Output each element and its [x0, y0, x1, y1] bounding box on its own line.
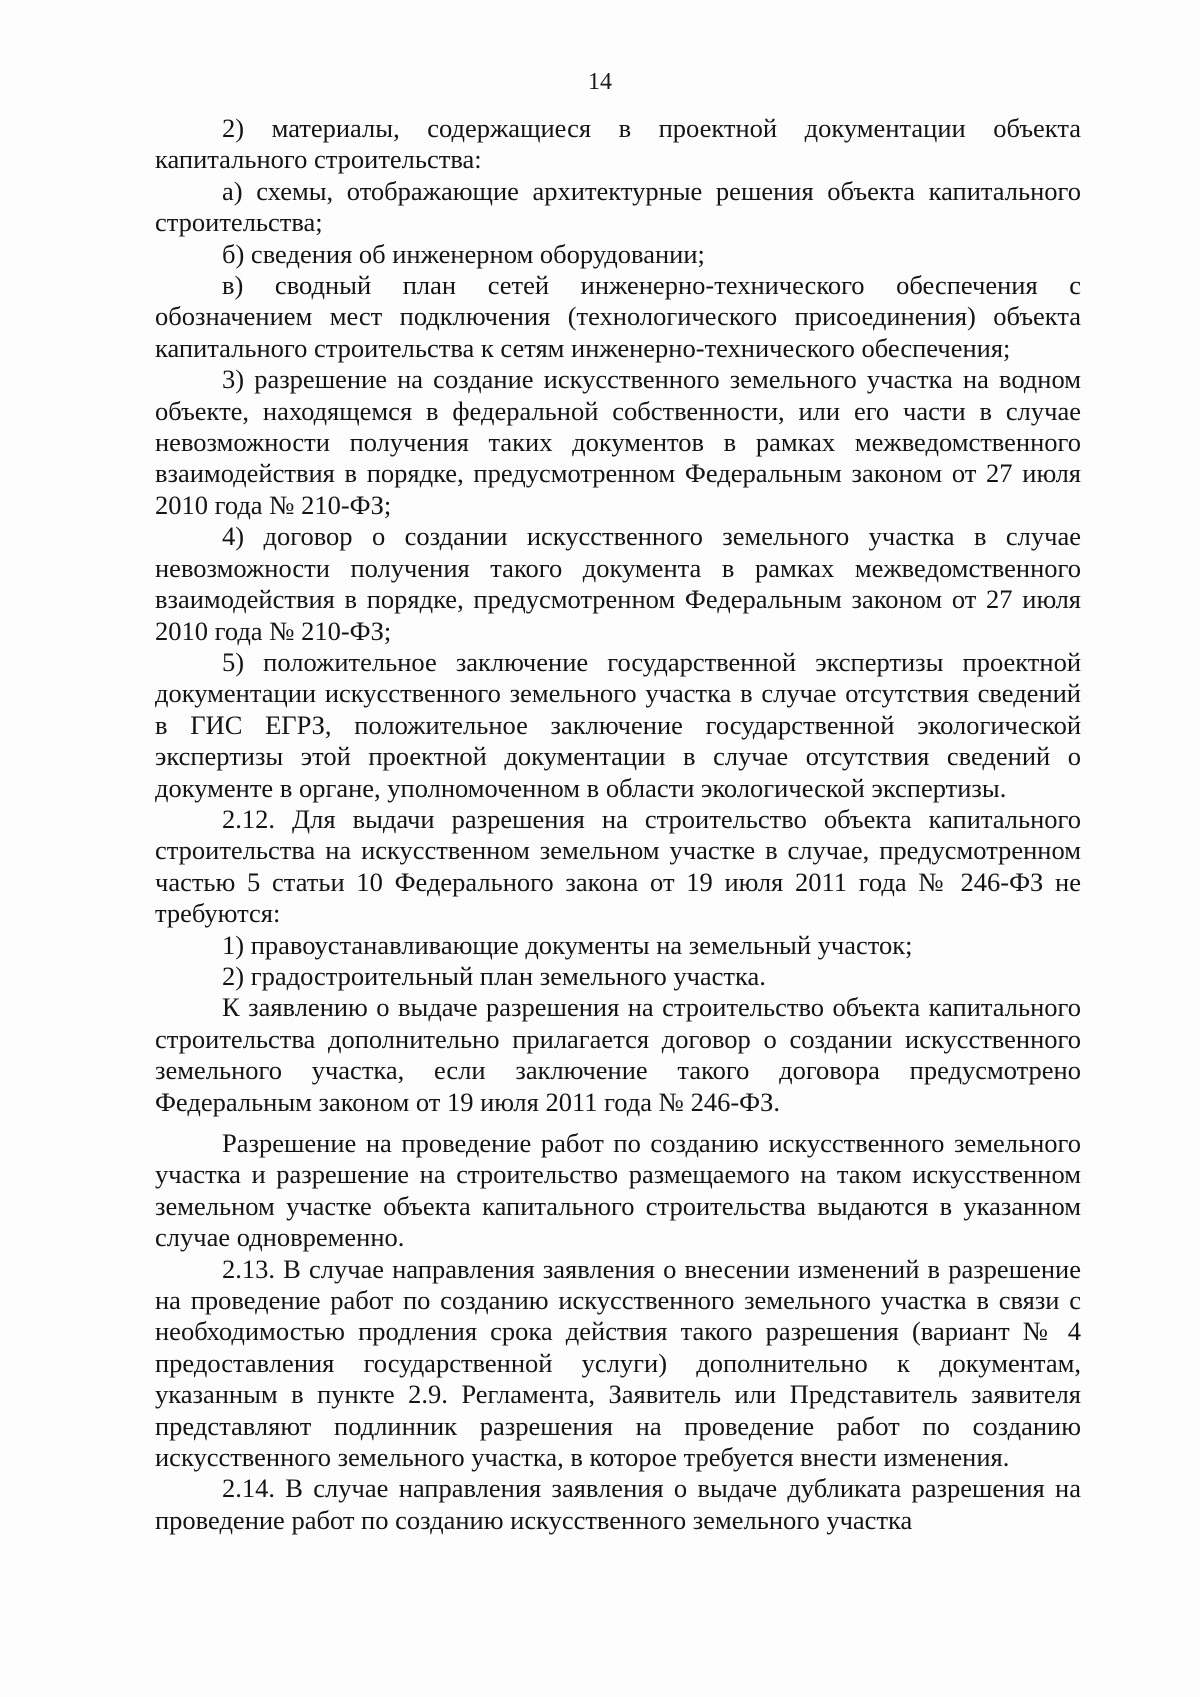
- paragraph-section-2-12: 2.12. Для выдачи разрешения на строительство объекта капитального строительства на искусственном земельном участке в случае, предусмотренном частью 5 статьи 10 Федерального закона от 19 июля 2011 года № 246-ФЗ не требуются:: [155, 803, 1081, 929]
- paragraph-item-4: 4) договор о создании искусственного земельного участка в случае невозможности получения такого документа в рамках межведомственного взаимодействия в порядке, предусмотренном Федеральным законом от 27 июля 2010 года № 210-ФЗ;: [155, 521, 1081, 646]
- paragraph-subitem-a: а) схемы, отображающие архитектурные решения объекта капитального строительства;: [155, 175, 1081, 238]
- paragraph-attachment-note: К заявлению о выдаче разрешения на строительство объекта капитального строительства дополнительно прилагается договор о создании искусственного земельного участка, если заключение такого договора предусмотрено Федеральным законом от 19 июля 2011 года № 246-ФЗ.: [155, 992, 1081, 1117]
- paragraph-simultaneous-issue: Разрешение на проведение работ по созданию искусственного земельного участка и разрешение на строительство размещаемого на таком искусственном земельном участке объекта капитального строительства выдаются в указанном случае одновременно.: [155, 1128, 1081, 1253]
- paragraph-section-2-14: 2.14. В случае направления заявления о выдаче дубликата разрешения на проведение работ по созданию искусственного земельного участка: [155, 1473, 1081, 1535]
- paragraph-subitem-b: б) сведения об инженерном оборудовании;: [222, 238, 705, 269]
- paragraph-item-3: 3) разрешение на создание искусственного земельного участка на водном объекте, находящемся в федеральной собственности, или его части в случае невозможности получения таких документов в рамках межведомственного взаимодействия в порядке, предусмотренном Федеральным законом от 27 июля 2010 года № 210-ФЗ;: [155, 364, 1081, 520]
- document-body: [155, 113, 1081, 1536]
- paragraph-2-12-item-2: 2) градостроительный план земельного участка.: [222, 960, 766, 991]
- paragraph-item-2-materials: 2) материалы, содержащиеся в проектной документации объекта капитального строительства:: [155, 113, 1081, 175]
- paragraph-subitem-v: в) сводный план сетей инженерно-технического обеспечения с обозначением мест подключения (технологического присоединения) объекта капитального строительства к сетям инженерно-технического обеспечения;: [155, 270, 1081, 363]
- paragraph-2-12-item-1: 1) правоустанавливающие документы на земельный участок;: [222, 929, 913, 960]
- paragraph-section-2-13: 2.13. В случае направления заявления о внесении изменений в разрешение на проведение работ по созданию искусственного земельного участка в связи с необходимостью продления срока действия такого разрешения (вариант № 4 предоставления государственной услуги) дополнительно к документам, указанным в пункте 2.9. Регламента, Заявитель или Представитель заявителя представляют подлинник разрешения на проведение работ по созданию искусственного земельного участка, в которое требуется внести изменения.: [155, 1253, 1081, 1473]
- page-number: 14: [588, 69, 612, 95]
- paragraph-item-5: 5) положительное заключение государственной экспертизы проектной документации искусственного земельного участка в случае отсутствия сведений в ГИС ЕГРЗ, положительное заключение государственной экологической экспертизы этой проектной документации в случае отсутствия сведений о документе в органе, уполномоченном в области экологической экспертизы.: [155, 646, 1081, 803]
